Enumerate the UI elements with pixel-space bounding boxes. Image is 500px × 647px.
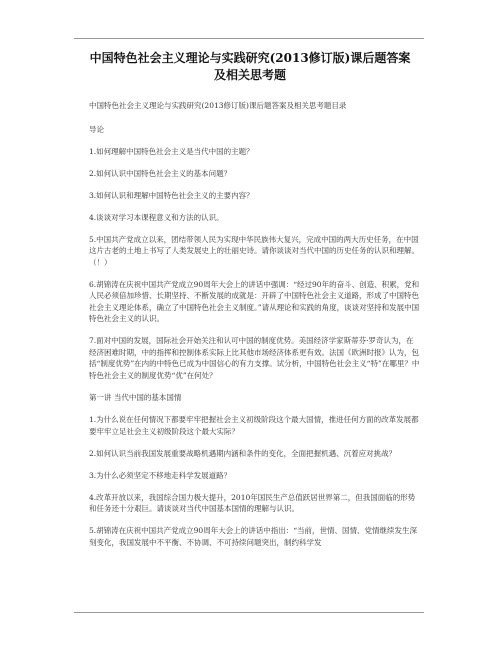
question-paragraph: 3.如何认识和理解中国特色社会主义的主要内容？: [89, 190, 254, 200]
question-paragraph: 1.为什么说在任何情况下都要牢牢把握社会主义初级阶段这个最大国情，推进任何方面的改革发展都要牢牢立足社会主义初级阶段这个最大实际？: [89, 415, 419, 436]
section-heading-lecture-1: 第一讲 当代中国的基本国情: [89, 392, 182, 402]
question-paragraph: 4.改革开放以来，我国综合国力极大提升，2010年国民生产总值跃居世界第二，但我国面临的形势和任务还十分艰巨。请谈谈对当代中国基本国情的理解与认识。: [89, 492, 416, 513]
document-body: [89, 100, 421, 559]
question-paragraph: 5.胡锦涛在庆祝中国共产党成立90周年大会上的讲话中指出：“当前，世情、国情、党情继续发生深刻变化，我国发展中不平衡、不协调、不可持续问题突出，制约科学发: [89, 526, 418, 547]
title-line-2: 及相关思考题: [213, 68, 286, 82]
question-paragraph: 6.胡锦涛在庆祝中国共产党成立90周年大会上的讲话中强调：“经过90年的奋斗、创造、积累，党和人民必须倍加珍惜、长期坚持、不断发展的成就是：开辟了中国特色社会主义道路，形成了中国特色社会主义理论体系，确立了中国特色社会主义制度。”请从理论和实践的角度，谈谈对坚持和发展中国特色社会主义的认识。: [89, 279, 420, 323]
document-title: [70, 50, 430, 84]
footer-rule: [74, 612, 424, 613]
question-paragraph: 5.中国共产党成立以来，团结带领人民为实现中华民族伟大复兴，完成中国的两大历史任务，在中国这片古老的土地上书写了人类发展史上的壮丽史诗。请你谈谈对当代中国的历史任务的认识和理解。（！）: [89, 234, 419, 267]
question-paragraph: 2.如何认识当前我国发展重要战略机遇期内涵和条件的变化，全面把握机遇、沉着应对挑战？: [89, 448, 397, 458]
question-paragraph: 2.如何认识中国特色社会主义的基本问题？: [89, 168, 232, 178]
section-heading-intro: 导论: [89, 124, 104, 134]
question-paragraph: 7.面对中国的发展，国际社会开始关注和认可中国的制度优势。美国经济学家斯蒂芬·罗奇认为，在经济困难时期，中的指挥和控制体系实际上比其他市场经济体系更有效。法国《欧洲时报》认为，包括“制度优势”在内的中特色已成为中国信心的有力支撑。试分析，中国特色社会主义“特”在哪里？中特色社会主义的制度优势“优”在何处？: [89, 336, 420, 380]
title-line-1: 中国特色社会主义理论与实践研究(2013修订版)课后题答案: [89, 51, 411, 65]
question-paragraph: 4.谈谈对学习本课程意义和方法的认识。: [89, 212, 224, 222]
question-paragraph: 1.如何理解中国特色社会主义是当代中国的主题？: [89, 146, 254, 156]
toc-heading: 中国特色社会主义理论与实践研究(2013修订版)课后题答案及相关思考题目录: [89, 101, 347, 110]
question-paragraph: 3.为什么必须坚定不移地走科学发展道路？: [89, 470, 232, 480]
header-rule: [74, 38, 424, 39]
